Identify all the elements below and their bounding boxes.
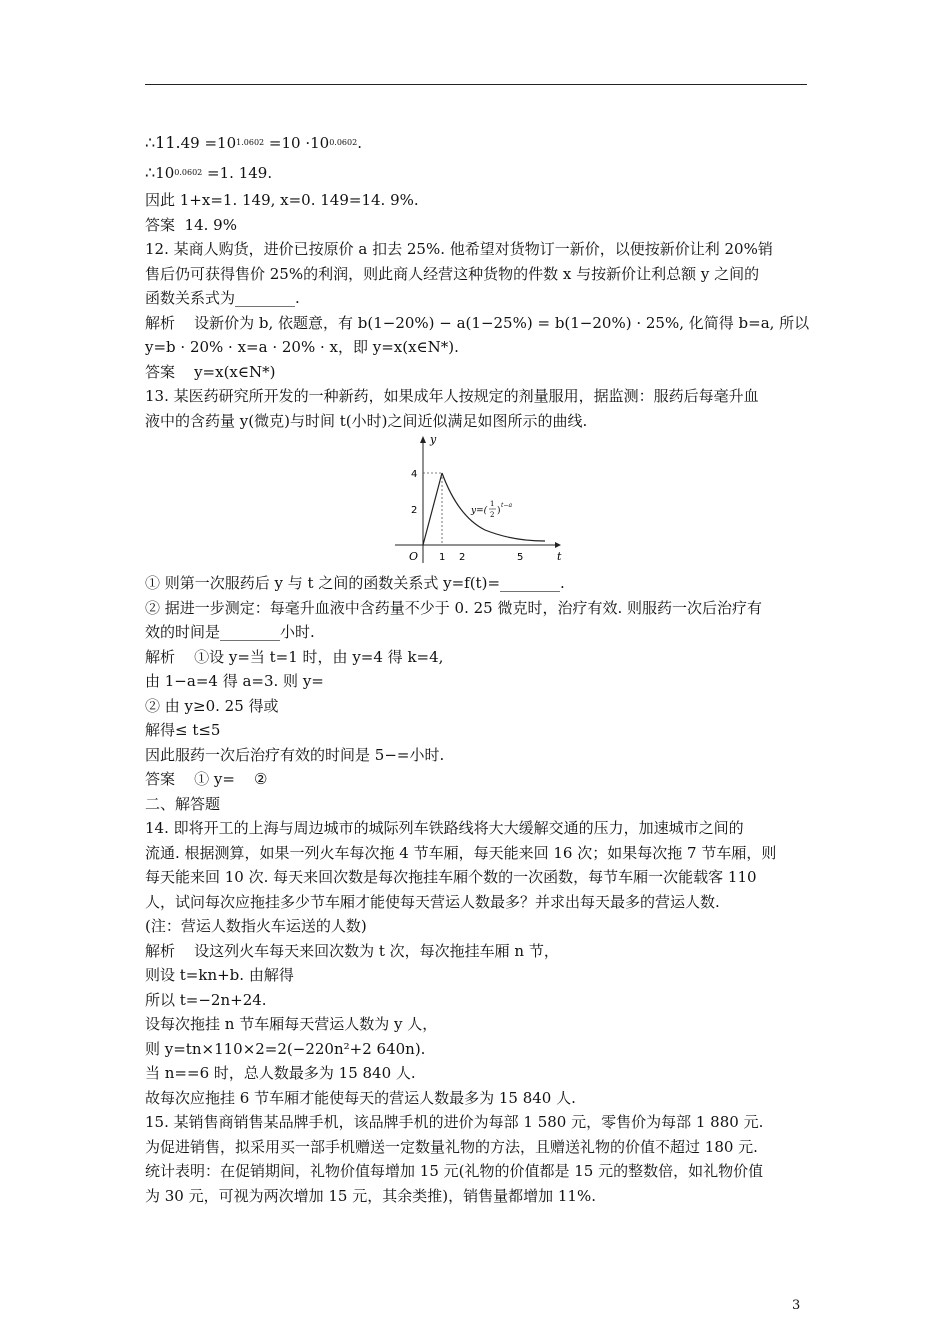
problem-14-note: (注：营运人数指火车运送的人数) (145, 917, 367, 935)
origin-label: O (409, 550, 419, 563)
solution-line: 解析 ①设 y=当 t=1 时，由 y=4 得 k=4, (145, 647, 444, 666)
svg-text:2: 2 (490, 511, 495, 519)
solution-line: 因此服药一次后治疗有效的时间是 5−=小时. (145, 745, 445, 764)
solution-line: 当 n==6 时，总人数最多为 15 840 人. (145, 1064, 416, 1082)
problem-15-line: 15. 某销售商销售某品牌手机，该品牌手机的进价为每部 1 580 元，零售价为每部 1 880 元. (145, 1113, 764, 1131)
x-tick-label: 2 (459, 552, 466, 563)
question-2-line: 效的时间是________小时. (145, 623, 315, 641)
curve-formula-label (470, 500, 512, 519)
answer-line: 答案 ① y= ② (145, 770, 268, 788)
math-line-1: ∴11. 49 =10 1.0602 =10 ·10 0.0602 . (145, 132, 362, 152)
answer-line: 答案 y=x(x∈N*) (145, 362, 276, 381)
solution-line: 故每次应拖挂 6 节车厢才能使每天的营运人数最多为 15 840 人. (145, 1088, 576, 1107)
solution-line: 解得≤ t≤5 (145, 721, 221, 739)
problem-13-line: 液中的含药量 y(微克)与时间 t(小时)之间近似满足如图所示的曲线. (145, 411, 588, 430)
drug-concentration-figure (145, 433, 810, 571)
problem-15-line: 统计表明：在促销期间，礼物价值每增加 15 元(礼物的价值都是 15 元的整数倍，如礼物价值 (145, 1162, 764, 1180)
concentration-graph (395, 433, 565, 569)
problem-14-line: 人，试问每次应拖挂多少节车厢才能使每天营运人数最多？并求出每天最多的营运人数. (145, 892, 720, 911)
svg-text:): ) (497, 506, 501, 516)
problem-15-line: 为 30 元，可视为两次增加 15 元，其余类推)，销售量都增加 11%. (145, 1186, 596, 1205)
problem-14-line: 流通. 根据测算，如果一列火车每次拖 4 节车厢，每天能来回 16 次；如果每次拖 7 节车厢，则 (145, 843, 777, 862)
solution-line: 解析 设这列火车每天来回次数为 t 次，每次拖挂车厢 n 节， (145, 941, 559, 960)
solution-line: 设每次拖挂 n 节车厢每天营运人数为 y 人， (145, 1015, 438, 1033)
problem-13-line: 13. 某医药研究所开发的一种新药，如果成年人按规定的剂量服用，据监测：服药后每毫升血 (145, 387, 759, 405)
solution-line: 则 y=tn×110×2=2(−220n²+2 640n). (145, 1039, 426, 1058)
solution-line: y=b · 20% · x=a · 20% · x，即 y=x(x∈N*). (145, 338, 459, 356)
question-2-line: ② 据进一步测定：每毫升血液中含药量不少于 0. 25 微克时，治疗有效. 则服药一次后治疗有 (145, 598, 763, 617)
math-line-2: ∴ 10 0.0602 =1 . 149. (145, 162, 273, 182)
problem-15-line: 为促进销售，拟采用买一部手机赠送一定数量礼物的方法，且赠送礼物的价值不超过 180 元. (145, 1137, 758, 1156)
problem-12-line: 12. 某商人购货，进价已按原价 a 扣去 25%. 他希望对货物订一新价，以便按新价让利 20%销 (145, 240, 773, 258)
x-axis-arrow (555, 542, 561, 548)
x-axis-label: t (557, 550, 562, 563)
svg-text:t−a: t−a (501, 502, 513, 509)
y-tick-label: 2 (411, 505, 418, 516)
solution-line: ② 由 y≥0. 25 得或 (145, 696, 279, 715)
solution-line: 所以 t=−2n+24. (145, 990, 267, 1009)
y-axis-label: y (430, 433, 437, 446)
question-1-line: ① 则第一次服药后 y 与 t 之间的函数关系式 y=f(t)=________. (145, 574, 565, 592)
header-rule (145, 84, 807, 85)
svg-text:1: 1 (490, 500, 495, 508)
text-line: 因此 1+x=1. 149, x=0. 149=14. 9%. (145, 191, 419, 209)
answer-line: 答案 14. 9% (145, 215, 237, 234)
document-body (145, 128, 810, 1208)
x-tick-label: 5 (517, 552, 524, 563)
section-heading: 二、解答题 (145, 794, 221, 813)
solution-line: 则设 t=kn+b. 由解得 (145, 966, 294, 984)
rising-segment (423, 473, 442, 545)
svg-text:y=(: y=( (471, 506, 488, 516)
solution-line: 由 1−a=4 得 a=3. 则 y= (145, 672, 324, 690)
x-tick-label: 1 (439, 552, 446, 563)
problem-14-line: 14. 即将开工的上海与周边城市的城际列车铁路线将大大缓解交通的压力，加速城市之间的 (145, 819, 744, 837)
problem-12-line: 函数关系式为________. (145, 289, 300, 307)
problem-12-line: 售后仍可获得售价 25%的利润，则此商人经营这种货物的件数 x 与按新价让利总额 y 之间的 (145, 264, 760, 283)
y-axis-arrow (420, 436, 426, 443)
solution-line: 解析 设新价为 b, 依题意，有 b(1−20%) − a(1−25%) = b(1−20%) · 25%, 化简得 b=a, 所以 (145, 313, 810, 332)
page-number: 3 (792, 1298, 801, 1313)
y-tick-label: 4 (411, 469, 418, 480)
problem-14-line: 每天能来回 10 次. 每天来回次数是每次拖挂车厢个数的一次函数，每节车厢一次能载客 110 (145, 868, 757, 886)
